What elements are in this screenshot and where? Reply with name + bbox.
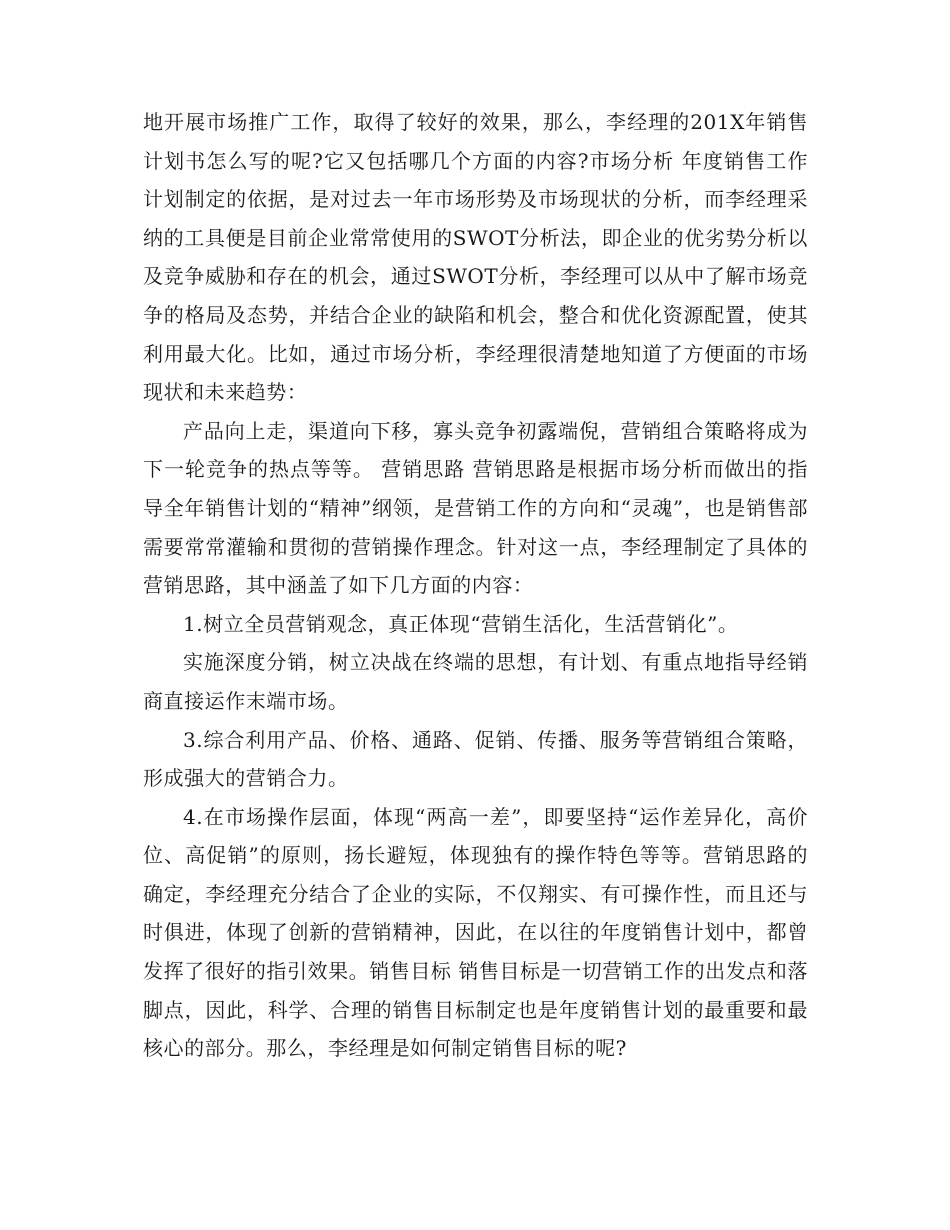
paragraph-point-4: 4.在市场操作层面，体现“两高一差”，即要坚持“运作差异化，高价位、高促销”的原则，扬长避短，体现独有的操作特色等等。营销思路的确定，李经理充分结合了企业的实际，不仅翔实、有可操作性，而且还与时俱进，体现了创新的营销精神，因此，在以往的年度销售计划中，都曾发挥了很好的指引效果。销售目标 销售目标是一切营销工作的出发点和落脚点，因此，科学、合理的销售目标制定也是年度销售计划的最重要和最核心的部分。那么，李经理是如何制定销售目标的呢?	[143, 804, 808, 1061]
paragraph-market-analysis: 地开展市场推广工作，取得了较好的效果，那么，李经理的201X年销售计划书怎么写的呢?它又包括哪几个方面的内容?市场分析 年度销售工作计划制定的依据，是对过去一年市场形势及市场现状的分析，而李经理采纳的工具便是目前企业常常使用的SWOT分析法，即企业的优劣势分析以及竞争威胁和存在的机会，通过SWOT分析，李经理可以从中了解市场竞争的格局及态势，并结合企业的缺陷和机会，整合和优化资源配置，使其利用最大化。比如，通过市场分析，李经理很清楚地知道了方便面的市场现状和未来趋势：	[143, 110, 808, 405]
paragraph-point-1: 1.树立全员营销观念，真正体现“营销生活化，生活营销化”。	[183, 611, 739, 636]
document-body	[143, 103, 808, 1068]
paragraph-point-2: 实施深度分销，树立决战在终端的思想，有计划、有重点地指导经销商直接运作末端市场。	[143, 650, 808, 713]
paragraph-marketing-ideas: 产品向上走，渠道向下移，寡头竞争初露端倪，营销组合策略将成为下一轮竞争的热点等等。 营销思路 营销思路是根据市场分析而做出的指导全年销售计划的“精神”纲领，是营销工作的方向和“灵魂”，也是销售部需要常常灌输和贯彻的营销操作理念。针对这一点，李经理制定了具体的营销思路，其中涵盖了如下几方面的内容：	[143, 418, 808, 598]
paragraph-point-3: 3.综合利用产品、价格、通路、促销、传播、服务等营销组合策略，形成强大的营销合力。	[143, 727, 808, 791]
